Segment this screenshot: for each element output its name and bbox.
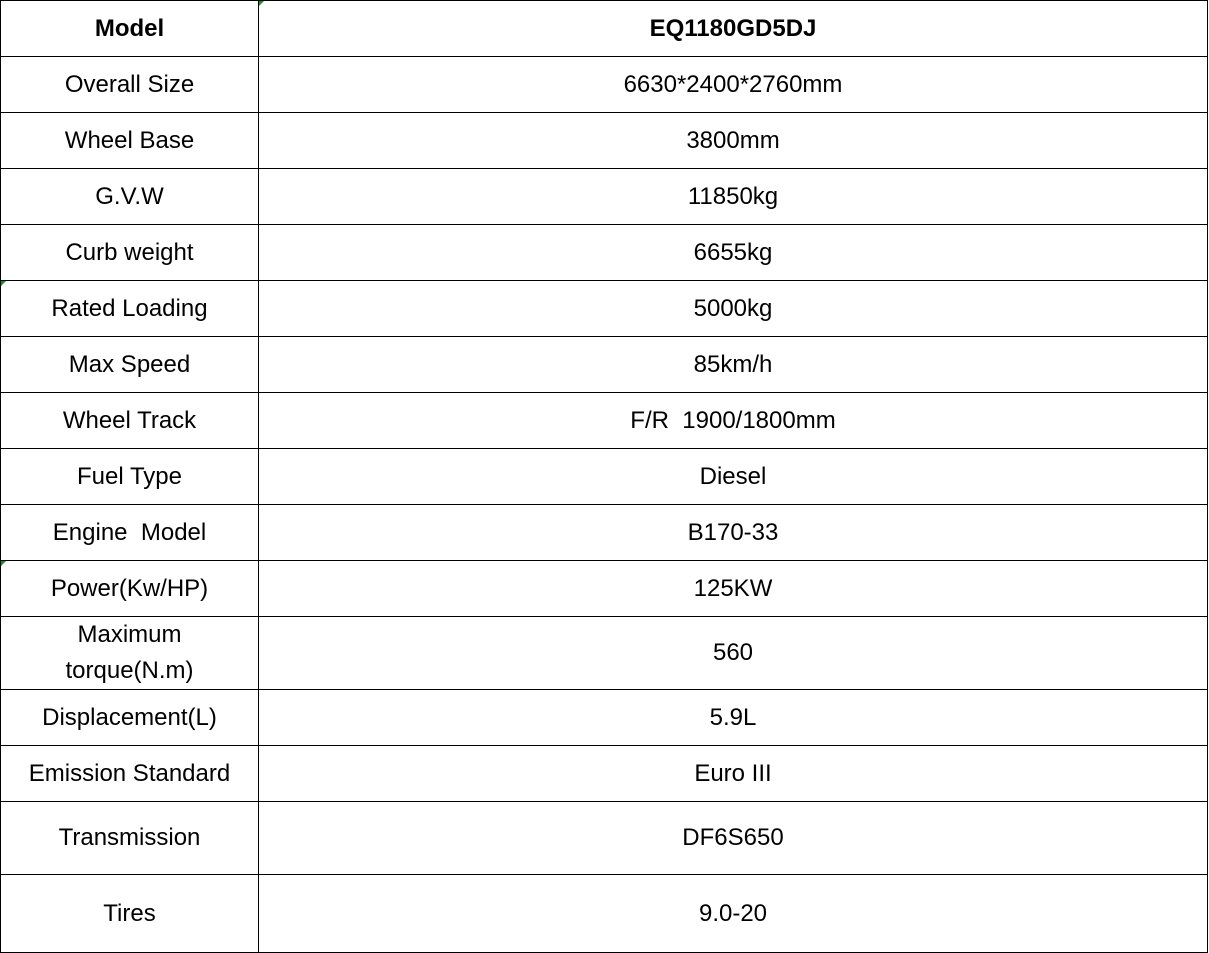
header-row <box>1 1 1208 57</box>
row-label: Overall Size <box>1 57 259 113</box>
row-value: 5000kg <box>259 281 1208 337</box>
table-row <box>1 393 1208 449</box>
row-label: Curb weight <box>1 225 259 281</box>
table-row <box>1 746 1208 802</box>
table-row <box>1 617 1208 690</box>
table-row <box>1 337 1208 393</box>
row-label: Emission Standard <box>1 746 259 802</box>
table-row <box>1 113 1208 169</box>
row-label: Maximum torque(N.m) <box>1 617 259 690</box>
row-value: 6630*2400*2760mm <box>259 57 1208 113</box>
table-row <box>1 505 1208 561</box>
row-value: DF6S650 <box>259 802 1208 875</box>
model-label: Model <box>1 1 259 57</box>
row-label: Engine Model <box>1 505 259 561</box>
row-value: 125KW <box>259 561 1208 617</box>
table-row <box>1 561 1208 617</box>
row-label: Rated Loading <box>1 281 259 337</box>
table-row <box>1 802 1208 875</box>
table-row <box>1 57 1208 113</box>
row-label: Power(Kw/HP) <box>1 561 259 617</box>
table-row <box>1 281 1208 337</box>
row-value: 11850kg <box>259 169 1208 225</box>
row-value: Euro III <box>259 746 1208 802</box>
cell-marker-icon <box>1 281 6 286</box>
row-label: G.V.W <box>1 169 259 225</box>
row-value: 6655kg <box>259 225 1208 281</box>
table-row <box>1 225 1208 281</box>
row-value: Diesel <box>259 449 1208 505</box>
row-label: Tires <box>1 875 259 953</box>
row-value: 5.9L <box>259 690 1208 746</box>
row-label: Displacement(L) <box>1 690 259 746</box>
row-label: Max Speed <box>1 337 259 393</box>
table-row <box>1 449 1208 505</box>
row-value: 3800mm <box>259 113 1208 169</box>
row-label: Fuel Type <box>1 449 259 505</box>
row-value: 85km/h <box>259 337 1208 393</box>
row-label: Wheel Base <box>1 113 259 169</box>
row-value: F/R 1900/1800mm <box>259 393 1208 449</box>
cell-marker-icon <box>259 1 264 6</box>
row-label: Transmission <box>1 802 259 875</box>
table-row <box>1 169 1208 225</box>
row-value: 560 <box>259 617 1208 690</box>
table-row <box>1 690 1208 746</box>
row-value: B170-33 <box>259 505 1208 561</box>
cell-marker-icon <box>1 561 6 566</box>
model-value: EQ1180GD5DJ <box>259 1 1208 57</box>
table-row <box>1 875 1208 953</box>
row-value: 9.0-20 <box>259 875 1208 953</box>
row-label: Wheel Track <box>1 393 259 449</box>
